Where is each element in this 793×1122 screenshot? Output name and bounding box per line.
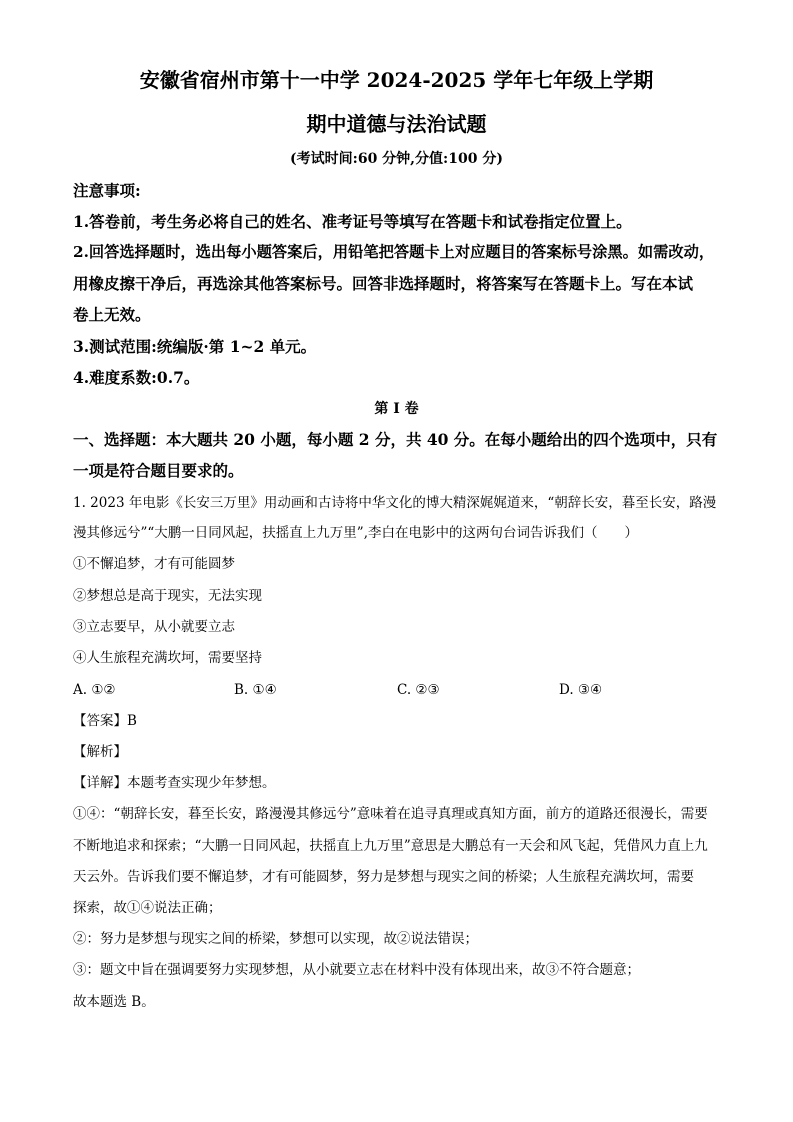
note-item-1: 1.答卷前，考生务必将自己的姓名、准考证号等填写在答题卡和试卷指定位置上。 xyxy=(73,212,632,231)
statement-2: ②梦想总是高于现实，无法实现 xyxy=(73,588,262,604)
option-d: D. ③④ xyxy=(559,682,603,698)
question-stem-line1: 1. 2023 年电影《长安三万里》用动画和古诗将中华文化的博大精深娓娓道来，“朝辞长安，暮至长安，路漫 xyxy=(73,495,717,511)
part1-instruction-line1: 一、选择题：本大题共 20 小题，每小题 2 分，共 40 分。在每小题给出的四个选项中，只有 xyxy=(73,430,718,449)
question-stem-line2: 漫其修远兮”“大鹏一日同风起，扶摇直上九万里”,李白在电影中的这两句台词告诉我们（ ） xyxy=(73,525,638,541)
note-item-2-line2: 用橡皮擦干净后，再选涂其他答案标号。回答非选择题时，将答案写在答题卡上。写在本试 xyxy=(73,274,694,293)
explanation-line3: 天云外。告诉我们要不懈追梦，才有可能圆梦，努力是梦想与现实之间的桥梁；人生旅程充满坎坷，需要 xyxy=(73,869,694,885)
explanation-line2: 不断地追求和探索；“大鹏一日同风起，扶摇直上九万里”意思是大鹏总有一天会和风飞起，凭借风力直上九 xyxy=(73,838,708,854)
option-b: B. ①④ xyxy=(234,682,277,698)
option-a: A. ①② xyxy=(73,682,116,698)
answer-label: 【答案】B xyxy=(73,713,137,729)
analysis-label: 【解析】 xyxy=(73,744,127,760)
exam-info: (考试时间:60 分钟,分值:100 分) xyxy=(290,151,503,167)
conclusion: 故本题选 B。 xyxy=(73,994,155,1010)
explanation-item-2: ②：努力是梦想与现实之间的桥梁，梦想可以实现，故②说法错误； xyxy=(73,931,478,947)
detail-label: 【详解】本题考查实现少年梦想。 xyxy=(73,775,276,791)
option-c: C. ②③ xyxy=(397,682,440,698)
explanation-line4: 探索，故①④说法正确； xyxy=(73,900,222,916)
statement-4: ④人生旅程充满坎坷，需要坚持 xyxy=(73,650,262,666)
note-item-2-line3: 卷上无效。 xyxy=(73,305,151,324)
explanation-line1: ①④：“朝辞长安，暮至长安，路漫漫其修远兮”意味着在追寻真理或真知方面，前方的道路还很漫长，需要 xyxy=(73,806,708,822)
exam-title-line2: 期中道德与法治试题 xyxy=(306,112,487,136)
note-item-3: 3.测试范围:统编版·第 1~2 单元。 xyxy=(73,337,317,356)
exam-title-line1: 安徽省宿州市第十一中学 2024-2025 学年七年级上学期 xyxy=(139,68,654,92)
statement-1: ①不懈追梦，才有可能圆梦 xyxy=(73,556,235,572)
volume-heading: 第 I 卷 xyxy=(374,401,419,417)
explanation-item-3: ③：题文中旨在强调要努力实现梦想，从小就要立志在材料中没有体现出来，故③不符合题意； xyxy=(73,962,640,978)
note-item-4: 4.难度系数:0.7。 xyxy=(73,368,200,387)
notes-heading: 注意事项: xyxy=(73,181,141,200)
statement-3: ③立志要早，从小就要立志 xyxy=(73,619,235,635)
part1-instruction-line2: 一项是符合题目要求的。 xyxy=(73,461,244,480)
note-item-2-line1: 2.回答选择题时，选出每小题答案后，用铅笔把答题卡上对应题目的答案标号涂黑。如需改动， xyxy=(73,243,715,261)
